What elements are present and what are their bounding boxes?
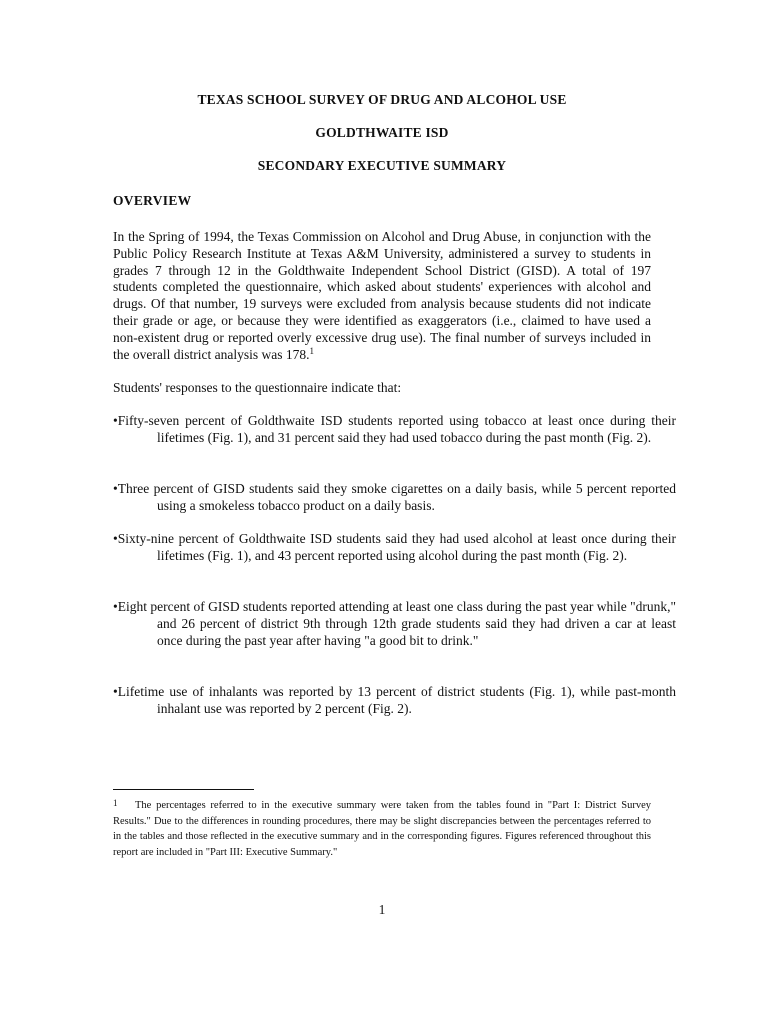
finding-alcohol: •Sixty-nine percent of Goldthwaite ISD students said they had used alcohol at least once during their lifetimes (Fig. 1), and 43 percent reported using alcohol during the past month (Fig. 2). bbox=[113, 531, 676, 563]
finding-tobacco: •Fifty-seven percent of Goldthwaite ISD students reported using tobacco at least once during their lifetimes (Fig. 1), and 31 percent said they had used tobacco during the past month (Fig. 2). bbox=[113, 413, 676, 445]
finding-drunk-driving: •Eight percent of GISD students reported attending at least one class during the past year while "drunk," and 26 percent of district 9th through 12th grade students said they had driven a car at least once during the past year after having "a good bit to drink." bbox=[113, 599, 676, 648]
footnote-mark: 1 bbox=[113, 798, 118, 808]
report-title: TEXAS SCHOOL SURVEY OF DRUG AND ALCOHOL USE bbox=[197, 92, 567, 107]
overview-paragraph-text: In the Spring of 1994, the Texas Commission on Alcohol and Drug Abuse, in conjunction with the Public Policy Research Institute at Texas A&M University, administered a survey to students in grades 7 through 12 in the Goldthwaite Independent School District (GISD). A total of 197 students completed the questionnaire, which asked about students' experiences with alcohol and drugs. Of that number, 19 surveys were excluded from analysis because students did not indicate their grade or age, or because they were identified as exaggerators (i.e., claimed to have used a non-existent drug or reported overly excessive drug use). The final number of surveys included in the overall district analysis was 178. bbox=[113, 229, 651, 362]
finding-inhalants: •Lifetime use of inhalants was reported by 13 percent of district students (Fig. 1), while past-month inhalant use was reported by 2 percent (Fig. 2). bbox=[113, 684, 676, 716]
finding-daily-tobacco: •Three percent of GISD students said they smoke cigarettes on a daily basis, while 5 percent reported using a smokeless tobacco product on a daily basis. bbox=[113, 481, 676, 513]
footnote-reference[interactable]: 1 bbox=[309, 345, 314, 356]
footnote bbox=[113, 796, 651, 860]
overview-heading: OVERVIEW bbox=[113, 193, 192, 208]
page-number: 1 bbox=[378, 902, 386, 917]
footnote-text: The percentages referred to in the executive summary were taken from the tables found in "Part I: District Survey Results." Due to the differences in rounding procedures, there may be slight discrepancies between the percentages referred to in the tables and those reflected in the executive summary and in the corresponding figures. Figures referenced throughout this report are included in "Part III: Executive Summary." bbox=[113, 800, 651, 858]
footnote-separator bbox=[113, 789, 254, 790]
district-name: GOLDTHWAITE ISD bbox=[315, 125, 449, 140]
overview-paragraph bbox=[113, 229, 651, 363]
report-subtitle: SECONDARY EXECUTIVE SUMMARY bbox=[257, 158, 507, 173]
findings-intro: Students' responses to the questionnaire indicate that: bbox=[113, 380, 402, 395]
